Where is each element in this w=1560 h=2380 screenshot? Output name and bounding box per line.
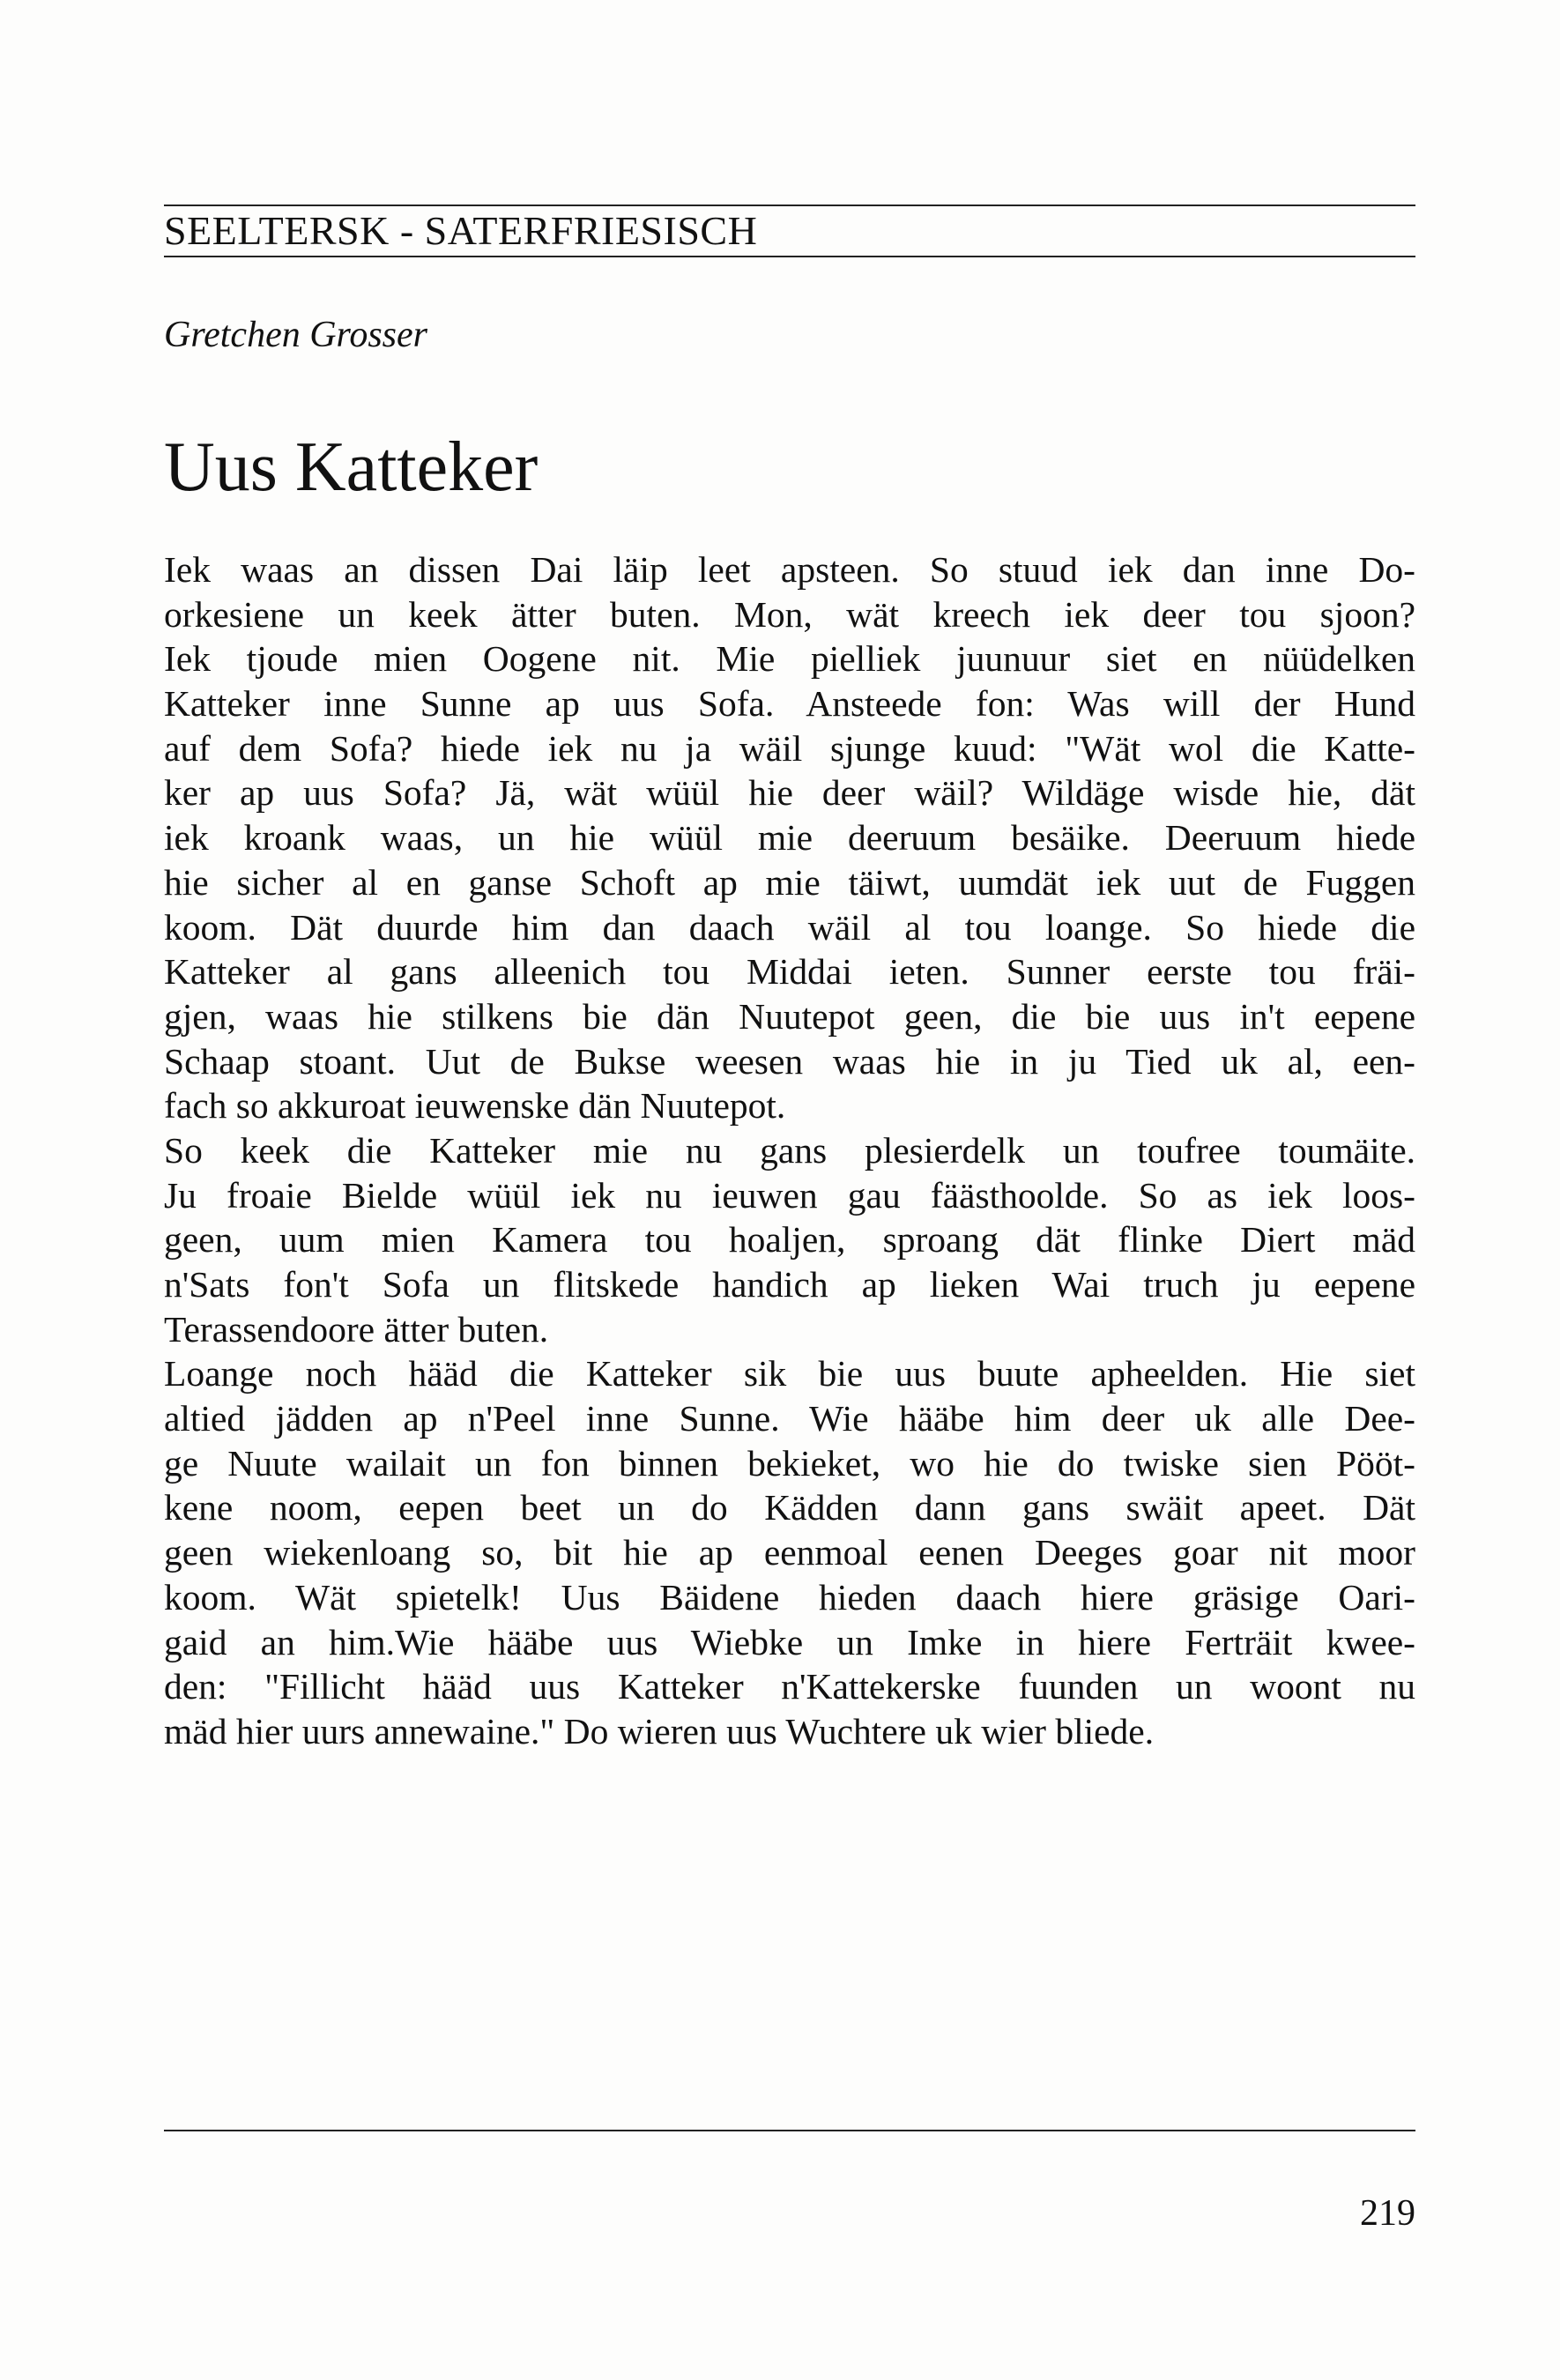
text-line: auf dem Sofa? hiede iek nu ja wäil sjunge kuud: "Wät wol die Katte-: [164, 727, 1415, 769]
text-line: n'Sats fon't Sofa un flitskede handich ap lieken Wai truch ju eepene: [164, 1264, 1415, 1305]
text-line: geen wiekenloang so, bit hie ap eenmoal eenen Deeges goar nit moor: [164, 1532, 1415, 1573]
text-line: Loange noch hääd die Katteker sik bie uus buute apheelden. Hie siet: [164, 1353, 1415, 1395]
text-line: Katteker inne Sunne ap uus Sofa. Ansteede fon: Was will der Hund: [164, 683, 1415, 725]
text-line: Terassendoore ätter buten.: [164, 1308, 549, 1350]
text-line: geen, uum mien Kamera tou hoaljen, sproang dät flinke Diert mäd: [164, 1219, 1415, 1261]
text-line: ker ap uus Sofa? Jä, wät wüül hie deer wäil? Wildäge wisde hie, dät: [164, 772, 1415, 814]
text-line: den: "Fillicht hääd uus Katteker n'Kattekerske fuunden un woont nu: [164, 1666, 1415, 1707]
author-name: Gretchen Grosser: [164, 315, 428, 355]
header-rule-top: [164, 205, 1415, 206]
text-line: Ju froaie Bielde wüül iek nu ieuwen gau fäästhoolde. So as iek loos-: [164, 1174, 1415, 1216]
text-line: koom. Wät spietelk! Uus Bäidene hieden daach hiere gräsige Oari-: [164, 1576, 1415, 1618]
text-line: orkesiene un keek ätter buten. Mon, wät kreech iek deer tou sjoon?: [164, 593, 1415, 635]
section-header: SEELTERSK - SATERFRIESISCH: [164, 208, 758, 253]
text-line: gaid an him.Wie hääbe uus Wiebke un Imke in hiere Ferträit kwee-: [164, 1621, 1415, 1662]
text-line: koom. Dät duurde him dan daach wäil al tou loange. So hiede die: [164, 906, 1415, 948]
text-line: iek kroank waas, un hie wüül mie deeruum besäike. Deeruum hiede: [164, 817, 1415, 859]
footer-rule: [164, 2130, 1415, 2131]
text-line: Schaap stoant. Uut de Bukse weesen waas hie in ju Tied uk al, een-: [164, 1040, 1415, 1082]
text-line: fach so akkuroat ieuwenske dän Nuutepot.: [164, 1085, 786, 1127]
text-line: Iek waas an dissen Dai läip leet apsteen. So stuud iek dan inne Do-: [164, 549, 1415, 590]
text-line: gjen, waas hie stilkens bie dän Nuutepot geen, die bie uus in't eepene: [164, 995, 1415, 1037]
header-rule-bottom: [164, 256, 1415, 257]
article-title: Uus Katteker: [164, 428, 539, 506]
page-number: 219: [1360, 2193, 1415, 2234]
text-line: Iek tjoude mien Oogene nit. Mie pielliek juunuur siet en nüüdelken: [164, 638, 1415, 680]
text-line: mäd hier uurs annewaine." Do wieren uus Wuchtere uk wier bliede.: [164, 1710, 1155, 1752]
text-line: kene noom, eepen beet un do Kädden dann gans swäit apeet. Dät: [164, 1487, 1415, 1528]
article-body: [164, 547, 1415, 1754]
text-line: Katteker al gans alleenich tou Middai ieten. Sunner eerste tou fräi-: [164, 951, 1415, 993]
text-line: altied jädden ap n'Peel inne Sunne. Wie hääbe him deer uk alle Dee-: [164, 1398, 1415, 1439]
text-line: So keek die Katteker mie nu gans plesierdelk un toufree toumäite.: [164, 1129, 1415, 1171]
text-line: hie sicher al en ganse Schoft ap mie täiwt, uumdät iek uut de Fuggen: [164, 861, 1415, 903]
text-line: ge Nuute wailait un fon binnen bekieket, wo hie do twiske sien Pööt-: [164, 1442, 1415, 1484]
